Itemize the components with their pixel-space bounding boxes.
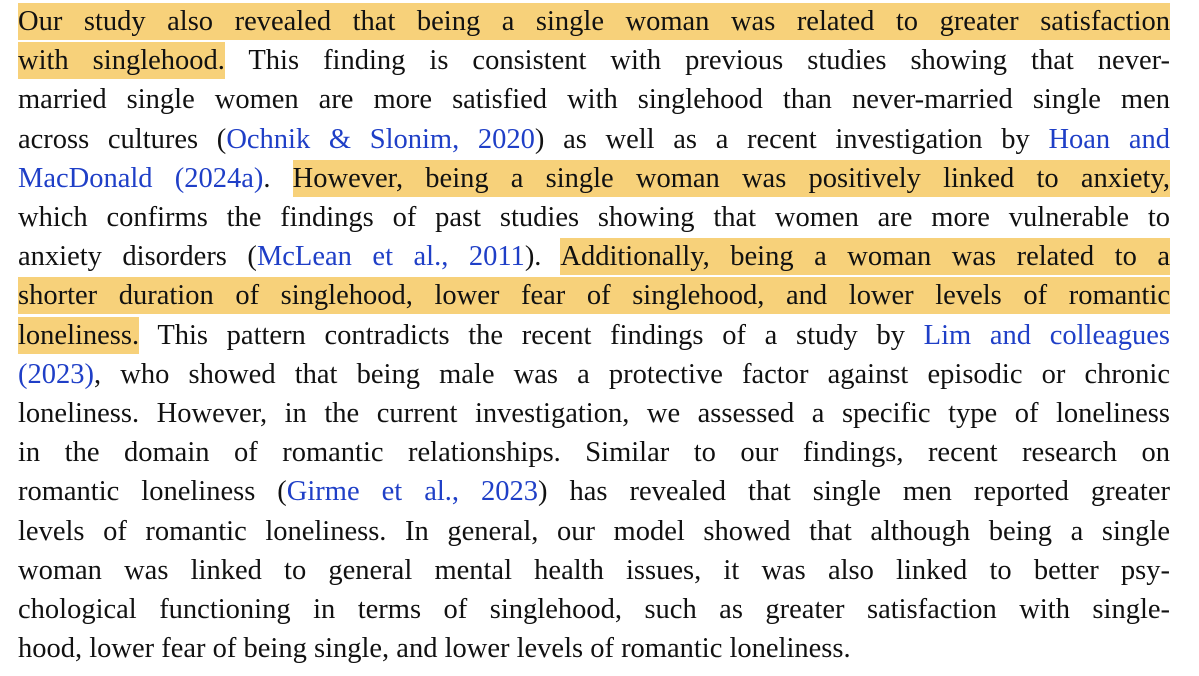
text-line xyxy=(18,592,1170,628)
highlighted-text: Our study also revealed that being a single woman was related to greater satisfaction xyxy=(18,3,1170,40)
text-line xyxy=(18,82,1170,118)
text-line xyxy=(18,435,1170,471)
citation-link[interactable]: MacDonald (2024a) xyxy=(18,162,264,194)
text-line xyxy=(18,357,1170,393)
body-text: woman was linked to general mental health issues, it was also linked to better psy- xyxy=(18,554,1170,586)
body-text: chological functioning in terms of singlehood, such as greater satisfaction with single- xyxy=(18,594,1170,625)
highlighted-text: shorter duration of singlehood, lower fear of singlehood, and lower levels of romantic xyxy=(18,277,1170,314)
body-text: This finding is consistent with previous studies showing that never- xyxy=(224,45,1171,77)
body-text: hood, lower fear of being single, and lower levels of romantic loneliness. xyxy=(18,633,851,665)
text-line xyxy=(18,631,1170,667)
body-text: loneliness. However, in the current investigation, we assessed a specific type of loneliness xyxy=(18,398,1170,429)
text-line xyxy=(18,43,1170,79)
body-text: ). xyxy=(524,241,561,273)
body-text: which confirms the findings of past studies showing that women are more vulnerable to xyxy=(18,202,1170,233)
citation-link[interactable]: McLean et al., 2011 xyxy=(256,241,525,273)
text-line xyxy=(18,396,1170,432)
body-text: across cultures ( xyxy=(18,123,227,155)
citation-link[interactable]: Hoan and xyxy=(1048,123,1171,155)
text-line xyxy=(18,553,1170,589)
body-text: romantic loneliness ( xyxy=(18,476,287,508)
highlighted-text: However, being a single woman was positively linked to anxiety, xyxy=(293,160,1170,197)
highlighted-text: Additionally, being a woman was related to a xyxy=(560,238,1170,275)
body-text: levels of romantic loneliness. In general, our model showed that although being a single xyxy=(18,515,1170,547)
text-line xyxy=(18,239,1170,275)
text-line xyxy=(18,200,1170,236)
citation-link[interactable]: Ochnik & Slonim, 2020 xyxy=(226,123,535,155)
text-line xyxy=(18,161,1170,197)
text-line xyxy=(18,474,1170,510)
citation-link[interactable]: Girme et al., 2023 xyxy=(286,476,539,508)
text-line xyxy=(18,318,1170,354)
body-text: ) as well as a recent investigation by xyxy=(534,123,1049,155)
body-text: This pattern contradicts the recent findings of a study by xyxy=(139,319,924,351)
text-line xyxy=(18,514,1170,550)
highlighted-text: with singlehood. xyxy=(18,42,225,79)
text-line xyxy=(18,122,1170,158)
citation-link[interactable]: (2023) xyxy=(18,358,94,390)
body-text: in the domain of romantic relationships. Similar to our findings, recent research on xyxy=(18,437,1170,469)
text-line xyxy=(18,278,1170,314)
body-text: anxiety disorders ( xyxy=(18,241,257,273)
body-text: . xyxy=(263,162,293,194)
text-line xyxy=(18,4,1170,40)
body-text: ) has revealed that single men reported greater xyxy=(538,476,1170,508)
body-text: married single women are more satisfied with singlehood than never-married single men xyxy=(18,84,1170,116)
citation-link[interactable]: Lim and colleagues xyxy=(923,319,1170,351)
highlighted-text: loneliness. xyxy=(18,317,139,354)
body-text: , who showed that being male was a protective factor against episodic or chronic xyxy=(93,358,1170,390)
